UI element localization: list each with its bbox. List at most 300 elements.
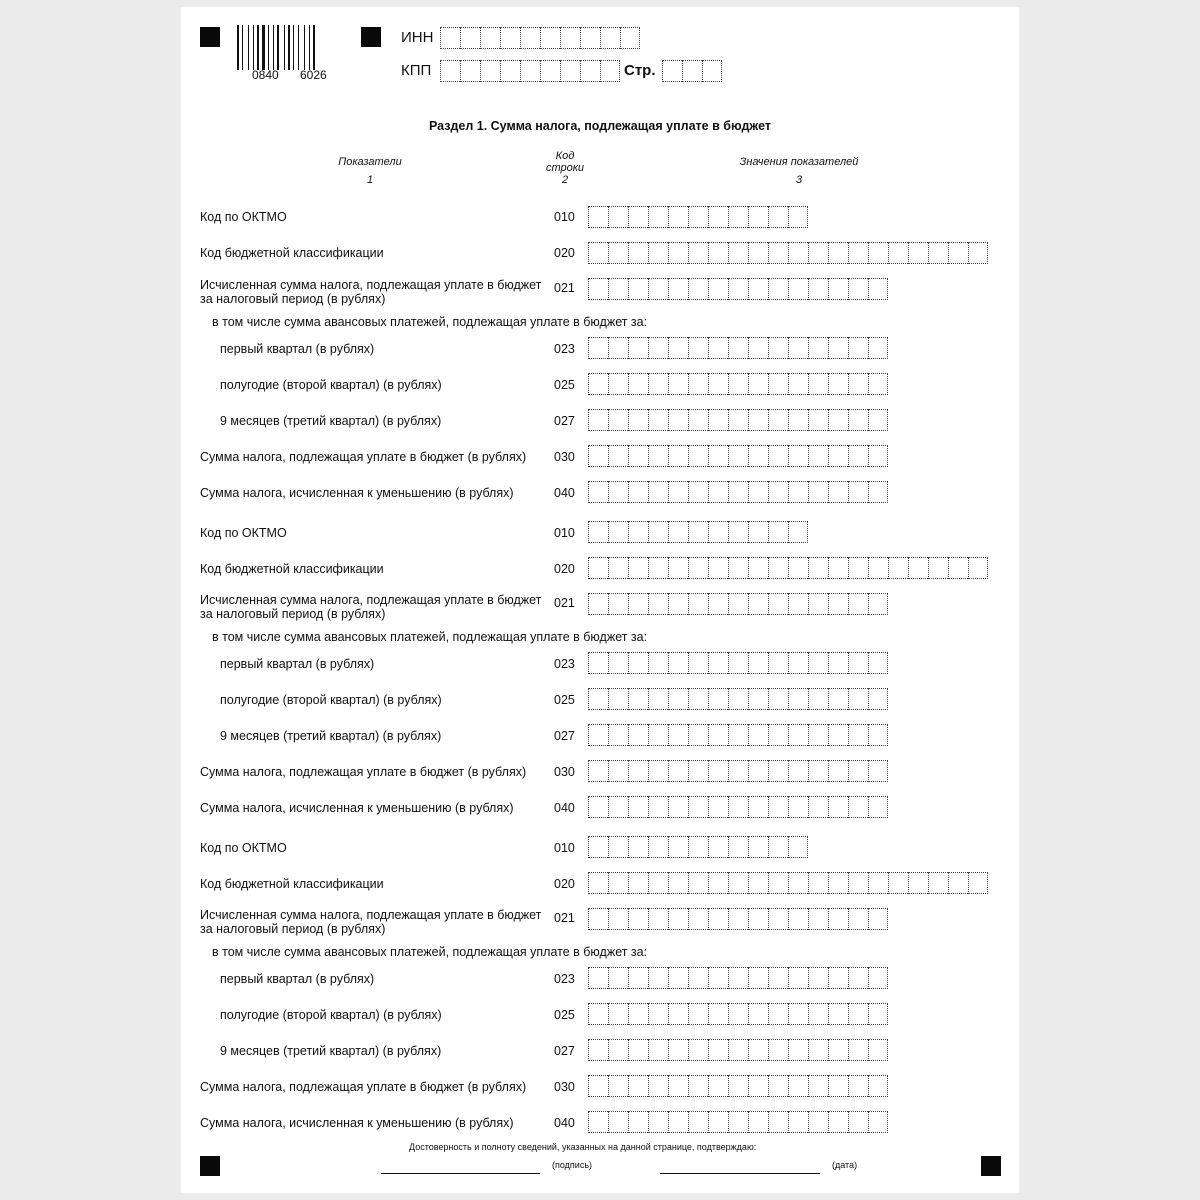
input-cell[interactable] <box>648 724 668 746</box>
input-cell[interactable] <box>868 337 888 359</box>
input-cell[interactable] <box>788 1111 808 1133</box>
input-cell[interactable] <box>828 445 848 467</box>
input-cell[interactable] <box>748 521 768 543</box>
input-cell[interactable] <box>848 760 868 782</box>
input-cell[interactable] <box>728 481 748 503</box>
input-cell[interactable] <box>828 652 848 674</box>
input-cell[interactable] <box>588 242 608 264</box>
input-cell[interactable] <box>588 688 608 710</box>
input-cell[interactable] <box>588 481 608 503</box>
input-cell[interactable] <box>868 373 888 395</box>
input-cell[interactable] <box>500 27 520 49</box>
input-cell[interactable] <box>848 481 868 503</box>
input-cell[interactable] <box>868 872 888 894</box>
input-cell[interactable] <box>748 445 768 467</box>
input-cell[interactable] <box>748 1111 768 1133</box>
input-cell[interactable] <box>628 481 648 503</box>
input-cell[interactable] <box>848 1003 868 1025</box>
input-cell[interactable] <box>948 557 968 579</box>
input-cell[interactable] <box>788 1075 808 1097</box>
input-cell[interactable] <box>628 445 648 467</box>
input-cell[interactable] <box>908 557 928 579</box>
input-cell[interactable] <box>648 278 668 300</box>
input-cell[interactable] <box>708 373 728 395</box>
input-cell[interactable] <box>828 1075 848 1097</box>
input-cell[interactable] <box>608 688 628 710</box>
input-cell[interactable] <box>628 278 648 300</box>
input-cell[interactable] <box>748 872 768 894</box>
input-cell[interactable] <box>808 337 828 359</box>
input-cell[interactable] <box>628 1003 648 1025</box>
input-cell[interactable] <box>628 1039 648 1061</box>
input-cell[interactable] <box>588 409 608 431</box>
input-cell[interactable] <box>608 409 628 431</box>
input-cell[interactable] <box>480 27 500 49</box>
input-cell[interactable] <box>808 242 828 264</box>
input-cell[interactable] <box>648 206 668 228</box>
input-cell[interactable] <box>788 521 808 543</box>
input-cell[interactable] <box>628 724 648 746</box>
input-cell[interactable] <box>868 1039 888 1061</box>
input-cell[interactable] <box>588 760 608 782</box>
input-cell[interactable] <box>668 724 688 746</box>
input-cell[interactable] <box>768 521 788 543</box>
pay-field[interactable] <box>588 1075 888 1097</box>
input-cell[interactable] <box>648 760 668 782</box>
oktmo-field[interactable] <box>588 836 808 858</box>
input-cell[interactable] <box>868 1111 888 1133</box>
input-cell[interactable] <box>688 836 708 858</box>
input-cell[interactable] <box>708 908 728 930</box>
input-cell[interactable] <box>588 593 608 615</box>
input-cell[interactable] <box>868 760 888 782</box>
input-cell[interactable] <box>788 836 808 858</box>
input-cell[interactable] <box>668 206 688 228</box>
input-cell[interactable] <box>728 1111 748 1133</box>
input-cell[interactable] <box>848 652 868 674</box>
input-cell[interactable] <box>708 1075 728 1097</box>
input-cell[interactable] <box>788 872 808 894</box>
input-cell[interactable] <box>888 557 908 579</box>
input-cell[interactable] <box>648 836 668 858</box>
input-cell[interactable] <box>808 445 828 467</box>
input-cell[interactable] <box>588 521 608 543</box>
input-cell[interactable] <box>748 373 768 395</box>
input-cell[interactable] <box>768 1075 788 1097</box>
input-cell[interactable] <box>748 967 768 989</box>
pay-field[interactable] <box>588 445 888 467</box>
input-cell[interactable] <box>868 557 888 579</box>
input-cell[interactable] <box>628 242 648 264</box>
input-cell[interactable] <box>728 593 748 615</box>
input-cell[interactable] <box>868 278 888 300</box>
input-cell[interactable] <box>748 206 768 228</box>
input-cell[interactable] <box>540 27 560 49</box>
input-cell[interactable] <box>688 872 708 894</box>
input-cell[interactable] <box>748 652 768 674</box>
input-cell[interactable] <box>688 557 708 579</box>
input-cell[interactable] <box>668 760 688 782</box>
input-cell[interactable] <box>668 688 688 710</box>
input-cell[interactable] <box>688 242 708 264</box>
kbk-field[interactable] <box>588 872 988 894</box>
input-cell[interactable] <box>588 724 608 746</box>
input-cell[interactable] <box>728 836 748 858</box>
input-cell[interactable] <box>968 872 988 894</box>
input-cell[interactable] <box>828 1039 848 1061</box>
input-cell[interactable] <box>708 521 728 543</box>
input-cell[interactable] <box>560 27 580 49</box>
input-cell[interactable] <box>708 796 728 818</box>
input-cell[interactable] <box>748 593 768 615</box>
input-cell[interactable] <box>788 724 808 746</box>
input-cell[interactable] <box>440 60 460 82</box>
input-cell[interactable] <box>728 1075 748 1097</box>
reduce-field[interactable] <box>588 1111 888 1133</box>
input-cell[interactable] <box>728 278 748 300</box>
input-cell[interactable] <box>668 557 688 579</box>
input-cell[interactable] <box>608 836 628 858</box>
input-cell[interactable] <box>808 1039 828 1061</box>
input-cell[interactable] <box>768 242 788 264</box>
input-cell[interactable] <box>708 337 728 359</box>
input-cell[interactable] <box>828 872 848 894</box>
input-cell[interactable] <box>728 242 748 264</box>
input-cell[interactable] <box>848 557 868 579</box>
input-cell[interactable] <box>808 688 828 710</box>
input-cell[interactable] <box>728 409 748 431</box>
signature-line[interactable] <box>381 1173 540 1174</box>
input-cell[interactable] <box>768 409 788 431</box>
input-cell[interactable] <box>888 872 908 894</box>
9m-field[interactable] <box>588 724 888 746</box>
input-cell[interactable] <box>848 242 868 264</box>
input-cell[interactable] <box>808 1111 828 1133</box>
input-cell[interactable] <box>868 1075 888 1097</box>
input-cell[interactable] <box>620 27 640 49</box>
input-cell[interactable] <box>688 409 708 431</box>
input-cell[interactable] <box>968 557 988 579</box>
input-cell[interactable] <box>768 445 788 467</box>
input-cell[interactable] <box>708 688 728 710</box>
input-cell[interactable] <box>600 60 620 82</box>
input-cell[interactable] <box>608 242 628 264</box>
calc-sum-field[interactable] <box>588 593 888 615</box>
date-line[interactable] <box>660 1173 820 1174</box>
input-cell[interactable] <box>708 967 728 989</box>
input-cell[interactable] <box>828 1003 848 1025</box>
input-cell[interactable] <box>728 908 748 930</box>
input-cell[interactable] <box>748 1039 768 1061</box>
input-cell[interactable] <box>628 652 648 674</box>
input-cell[interactable] <box>808 760 828 782</box>
input-cell[interactable] <box>748 836 768 858</box>
input-cell[interactable] <box>748 1075 768 1097</box>
input-cell[interactable] <box>588 445 608 467</box>
input-cell[interactable] <box>708 1039 728 1061</box>
input-cell[interactable] <box>688 278 708 300</box>
q1-field[interactable] <box>588 337 888 359</box>
input-cell[interactable] <box>668 796 688 818</box>
input-cell[interactable] <box>608 724 628 746</box>
input-cell[interactable] <box>728 373 748 395</box>
input-cell[interactable] <box>868 242 888 264</box>
input-cell[interactable] <box>608 445 628 467</box>
input-cell[interactable] <box>688 1111 708 1133</box>
input-cell[interactable] <box>608 278 628 300</box>
input-cell[interactable] <box>580 27 600 49</box>
input-cell[interactable] <box>728 688 748 710</box>
input-cell[interactable] <box>588 1039 608 1061</box>
input-cell[interactable] <box>608 967 628 989</box>
input-cell[interactable] <box>788 278 808 300</box>
input-cell[interactable] <box>808 872 828 894</box>
calc-sum-field[interactable] <box>588 908 888 930</box>
input-cell[interactable] <box>808 967 828 989</box>
input-cell[interactable] <box>848 409 868 431</box>
input-cell[interactable] <box>788 760 808 782</box>
input-cell[interactable] <box>708 242 728 264</box>
input-cell[interactable] <box>648 521 668 543</box>
input-cell[interactable] <box>628 688 648 710</box>
input-cell[interactable] <box>708 481 728 503</box>
input-cell[interactable] <box>648 593 668 615</box>
input-cell[interactable] <box>588 557 608 579</box>
input-cell[interactable] <box>668 872 688 894</box>
input-cell[interactable] <box>628 409 648 431</box>
input-cell[interactable] <box>480 60 500 82</box>
input-cell[interactable] <box>808 373 828 395</box>
input-cell[interactable] <box>848 908 868 930</box>
input-cell[interactable] <box>668 652 688 674</box>
input-cell[interactable] <box>848 967 868 989</box>
input-cell[interactable] <box>628 1075 648 1097</box>
input-cell[interactable] <box>708 872 728 894</box>
input-cell[interactable] <box>928 242 948 264</box>
input-cell[interactable] <box>708 1003 728 1025</box>
input-cell[interactable] <box>808 652 828 674</box>
input-cell[interactable] <box>648 409 668 431</box>
input-cell[interactable] <box>608 1003 628 1025</box>
input-cell[interactable] <box>688 521 708 543</box>
input-cell[interactable] <box>588 836 608 858</box>
input-cell[interactable] <box>668 1003 688 1025</box>
input-cell[interactable] <box>828 242 848 264</box>
input-cell[interactable] <box>728 557 748 579</box>
input-cell[interactable] <box>788 796 808 818</box>
input-cell[interactable] <box>688 760 708 782</box>
input-cell[interactable] <box>588 872 608 894</box>
input-cell[interactable] <box>688 445 708 467</box>
input-cell[interactable] <box>708 1111 728 1133</box>
input-cell[interactable] <box>848 1075 868 1097</box>
input-cell[interactable] <box>648 242 668 264</box>
input-cell[interactable] <box>628 908 648 930</box>
input-cell[interactable] <box>440 27 460 49</box>
input-cell[interactable] <box>702 60 722 82</box>
input-cell[interactable] <box>828 796 848 818</box>
input-cell[interactable] <box>728 872 748 894</box>
input-cell[interactable] <box>688 724 708 746</box>
input-cell[interactable] <box>788 967 808 989</box>
input-cell[interactable] <box>682 60 702 82</box>
input-cell[interactable] <box>608 760 628 782</box>
input-cell[interactable] <box>628 967 648 989</box>
reduce-field[interactable] <box>588 796 888 818</box>
input-cell[interactable] <box>588 1075 608 1097</box>
input-cell[interactable] <box>928 557 948 579</box>
input-cell[interactable] <box>648 373 668 395</box>
input-cell[interactable] <box>948 242 968 264</box>
input-cell[interactable] <box>460 60 480 82</box>
input-cell[interactable] <box>828 688 848 710</box>
input-cell[interactable] <box>688 1003 708 1025</box>
oktmo-field[interactable] <box>588 206 808 228</box>
input-cell[interactable] <box>748 409 768 431</box>
input-cell[interactable] <box>868 481 888 503</box>
input-cell[interactable] <box>808 1003 828 1025</box>
input-cell[interactable] <box>948 872 968 894</box>
input-cell[interactable] <box>588 1111 608 1133</box>
input-cell[interactable] <box>608 652 628 674</box>
input-cell[interactable] <box>868 967 888 989</box>
input-cell[interactable] <box>588 337 608 359</box>
input-cell[interactable] <box>708 652 728 674</box>
input-cell[interactable] <box>688 1039 708 1061</box>
input-cell[interactable] <box>648 445 668 467</box>
input-cell[interactable] <box>560 60 580 82</box>
input-cell[interactable] <box>848 337 868 359</box>
input-cell[interactable] <box>648 967 668 989</box>
input-cell[interactable] <box>608 796 628 818</box>
input-cell[interactable] <box>748 688 768 710</box>
input-cell[interactable] <box>828 967 848 989</box>
input-cell[interactable] <box>848 1039 868 1061</box>
input-cell[interactable] <box>848 688 868 710</box>
input-cell[interactable] <box>588 967 608 989</box>
input-cell[interactable] <box>768 688 788 710</box>
input-cell[interactable] <box>868 1003 888 1025</box>
kpp-field[interactable] <box>440 60 620 82</box>
input-cell[interactable] <box>848 724 868 746</box>
input-cell[interactable] <box>768 593 788 615</box>
input-cell[interactable] <box>788 1039 808 1061</box>
input-cell[interactable] <box>788 373 808 395</box>
input-cell[interactable] <box>608 1111 628 1133</box>
input-cell[interactable] <box>688 337 708 359</box>
9m-field[interactable] <box>588 1039 888 1061</box>
input-cell[interactable] <box>608 1075 628 1097</box>
input-cell[interactable] <box>668 481 688 503</box>
input-cell[interactable] <box>828 908 848 930</box>
input-cell[interactable] <box>748 724 768 746</box>
input-cell[interactable] <box>788 337 808 359</box>
input-cell[interactable] <box>768 373 788 395</box>
input-cell[interactable] <box>668 836 688 858</box>
page-field[interactable] <box>662 60 722 82</box>
input-cell[interactable] <box>748 278 768 300</box>
input-cell[interactable] <box>748 908 768 930</box>
input-cell[interactable] <box>848 796 868 818</box>
input-cell[interactable] <box>668 445 688 467</box>
h1-field[interactable] <box>588 373 888 395</box>
inn-field[interactable] <box>440 27 640 49</box>
9m-field[interactable] <box>588 409 888 431</box>
input-cell[interactable] <box>848 872 868 894</box>
input-cell[interactable] <box>688 688 708 710</box>
input-cell[interactable] <box>928 872 948 894</box>
input-cell[interactable] <box>608 557 628 579</box>
input-cell[interactable] <box>628 760 648 782</box>
input-cell[interactable] <box>768 1039 788 1061</box>
input-cell[interactable] <box>768 557 788 579</box>
input-cell[interactable] <box>540 60 560 82</box>
input-cell[interactable] <box>580 60 600 82</box>
input-cell[interactable] <box>708 278 728 300</box>
input-cell[interactable] <box>768 796 788 818</box>
q1-field[interactable] <box>588 967 888 989</box>
input-cell[interactable] <box>608 206 628 228</box>
input-cell[interactable] <box>668 593 688 615</box>
input-cell[interactable] <box>628 1111 648 1133</box>
input-cell[interactable] <box>668 967 688 989</box>
input-cell[interactable] <box>708 409 728 431</box>
input-cell[interactable] <box>728 1039 748 1061</box>
input-cell[interactable] <box>968 242 988 264</box>
input-cell[interactable] <box>668 908 688 930</box>
input-cell[interactable] <box>748 796 768 818</box>
input-cell[interactable] <box>608 481 628 503</box>
input-cell[interactable] <box>648 1039 668 1061</box>
q1-field[interactable] <box>588 652 888 674</box>
input-cell[interactable] <box>628 373 648 395</box>
input-cell[interactable] <box>628 337 648 359</box>
input-cell[interactable] <box>608 593 628 615</box>
input-cell[interactable] <box>600 27 620 49</box>
input-cell[interactable] <box>708 445 728 467</box>
input-cell[interactable] <box>828 409 848 431</box>
input-cell[interactable] <box>648 652 668 674</box>
input-cell[interactable] <box>848 1111 868 1133</box>
input-cell[interactable] <box>788 908 808 930</box>
input-cell[interactable] <box>788 1003 808 1025</box>
input-cell[interactable] <box>668 278 688 300</box>
input-cell[interactable] <box>520 60 540 82</box>
input-cell[interactable] <box>788 206 808 228</box>
input-cell[interactable] <box>848 445 868 467</box>
input-cell[interactable] <box>628 593 648 615</box>
input-cell[interactable] <box>648 872 668 894</box>
input-cell[interactable] <box>708 557 728 579</box>
oktmo-field[interactable] <box>588 521 808 543</box>
input-cell[interactable] <box>628 836 648 858</box>
input-cell[interactable] <box>748 481 768 503</box>
input-cell[interactable] <box>868 409 888 431</box>
input-cell[interactable] <box>788 445 808 467</box>
input-cell[interactable] <box>688 967 708 989</box>
input-cell[interactable] <box>808 1075 828 1097</box>
input-cell[interactable] <box>588 373 608 395</box>
input-cell[interactable] <box>608 373 628 395</box>
input-cell[interactable] <box>648 1111 668 1133</box>
input-cell[interactable] <box>728 206 748 228</box>
input-cell[interactable] <box>688 206 708 228</box>
input-cell[interactable] <box>748 557 768 579</box>
input-cell[interactable] <box>708 724 728 746</box>
input-cell[interactable] <box>668 409 688 431</box>
input-cell[interactable] <box>808 557 828 579</box>
input-cell[interactable] <box>748 242 768 264</box>
